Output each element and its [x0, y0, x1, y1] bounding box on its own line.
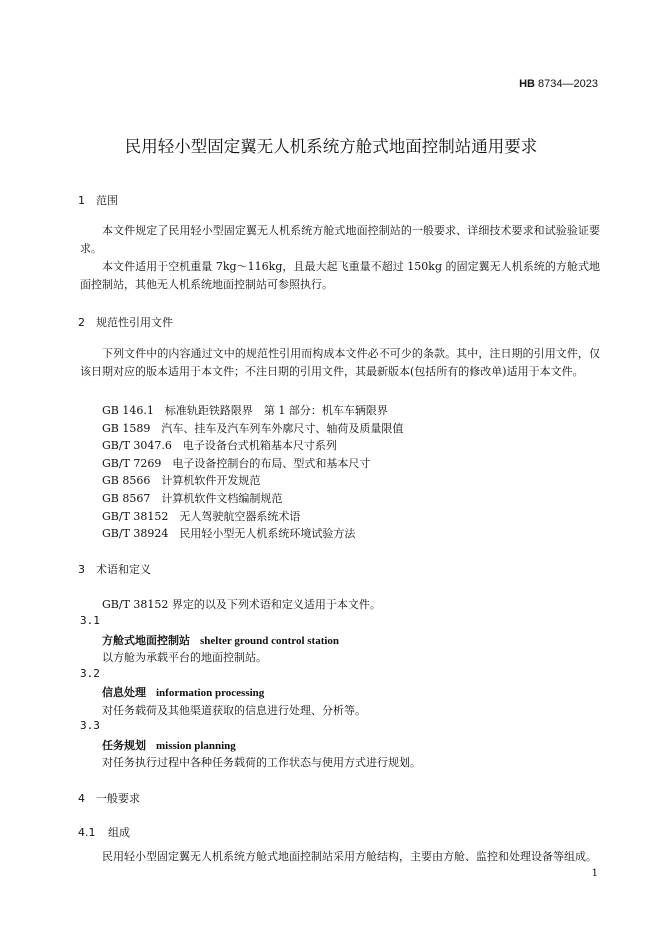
term-english: mission planning — [156, 740, 236, 752]
term-definition: 以方舱为承载平台的地面控制站。 — [102, 651, 267, 664]
scope-paragraph-2: 本文件适用于空机重量 7kg～116kg，且最大起飞重量不超过 150kg 的固定翼无人机系统的方舱式地面控制站，其他无人机系统地面控制站可参照执行。 — [80, 260, 600, 291]
term-english: shelter ground control station — [200, 635, 340, 647]
page-title: 民用轻小型固定翼无人机系统方舱式地面控制站通用要求 — [124, 137, 538, 156]
term-title — [102, 684, 264, 700]
term-chinese: 任务规划 — [102, 739, 146, 752]
references-intro: 下列文件中的内容通过文中的规范性引用而构成本文件必不可少的条款。其中，注日期的引用文件，仅该日期对应的版本适用于本文件；不注日期的引用文件，其最新版本(包括所有的修改单)适用于本文件。 — [80, 347, 600, 378]
term-chinese: 信息处理 — [102, 686, 146, 699]
term-definition: 对任务执行过程中各种任务载荷的工作状态与使用方式进行规划。 — [102, 756, 421, 769]
reference-item: GB 146.1 标准轨距铁路限界 第 1 部分：机车车辆限界 — [102, 404, 388, 417]
subsection-heading-4-1: 4.1 组成 — [78, 826, 130, 839]
term-definition: 对任务载荷及其他渠道获取的信息进行处理、分析等。 — [102, 704, 366, 717]
reference-item: GB 8567 计算机软件文档编制规范 — [102, 492, 283, 505]
section-heading-2: 2 规范性引用文件 — [78, 316, 173, 329]
reference-item: GB/T 38152 无人驾驶航空器系统术语 — [102, 510, 301, 523]
reference-item: GB/T 38924 民用轻小型无人机系统环境试验方法 — [102, 527, 356, 540]
composition-paragraph: 民用轻小型固定翼无人机系统方舱式地面控制站采用方舱结构，主要由方舱、监控和处理设备等组成。 — [102, 850, 597, 863]
term-title — [102, 737, 236, 753]
standard-number: 8734—2023 — [538, 78, 598, 90]
scope-paragraph-1: 本文件规定了民用轻小型固定翼无人机系统方舱式地面控制站的一般要求、详细技术要求和试验验证要求。 — [80, 224, 600, 255]
reference-item: GB 1589 汽车、挂车及汽车列车外廓尺寸、轴荷及质量限值 — [102, 422, 404, 435]
section-heading-4: 4 一般要求 — [78, 792, 140, 805]
section-heading-3: 3 术语和定义 — [78, 563, 151, 576]
section-heading-1: 1 范围 — [78, 194, 118, 207]
term-english: information processing — [156, 687, 265, 699]
term-number: 3.2 — [80, 667, 100, 680]
document-code — [519, 78, 598, 90]
term-number: 3.1 — [80, 614, 100, 627]
reference-item: GB/T 3047.6 电子设备台式机箱基本尺寸系列 — [102, 439, 337, 452]
standard-prefix: HB — [519, 78, 535, 90]
reference-item: GB/T 7269 电子设备控制台的布局、型式和基本尺寸 — [102, 457, 371, 470]
page-number: 1 — [591, 868, 598, 879]
reference-item: GB 8566 计算机软件开发规范 — [102, 474, 261, 487]
term-chinese: 方舱式地面控制站 — [102, 634, 190, 647]
term-number: 3.3 — [80, 719, 100, 732]
term-title — [102, 632, 339, 648]
terms-intro: GB/T 38152 界定的以及下列术语和定义适用于本文件。 — [102, 598, 381, 611]
